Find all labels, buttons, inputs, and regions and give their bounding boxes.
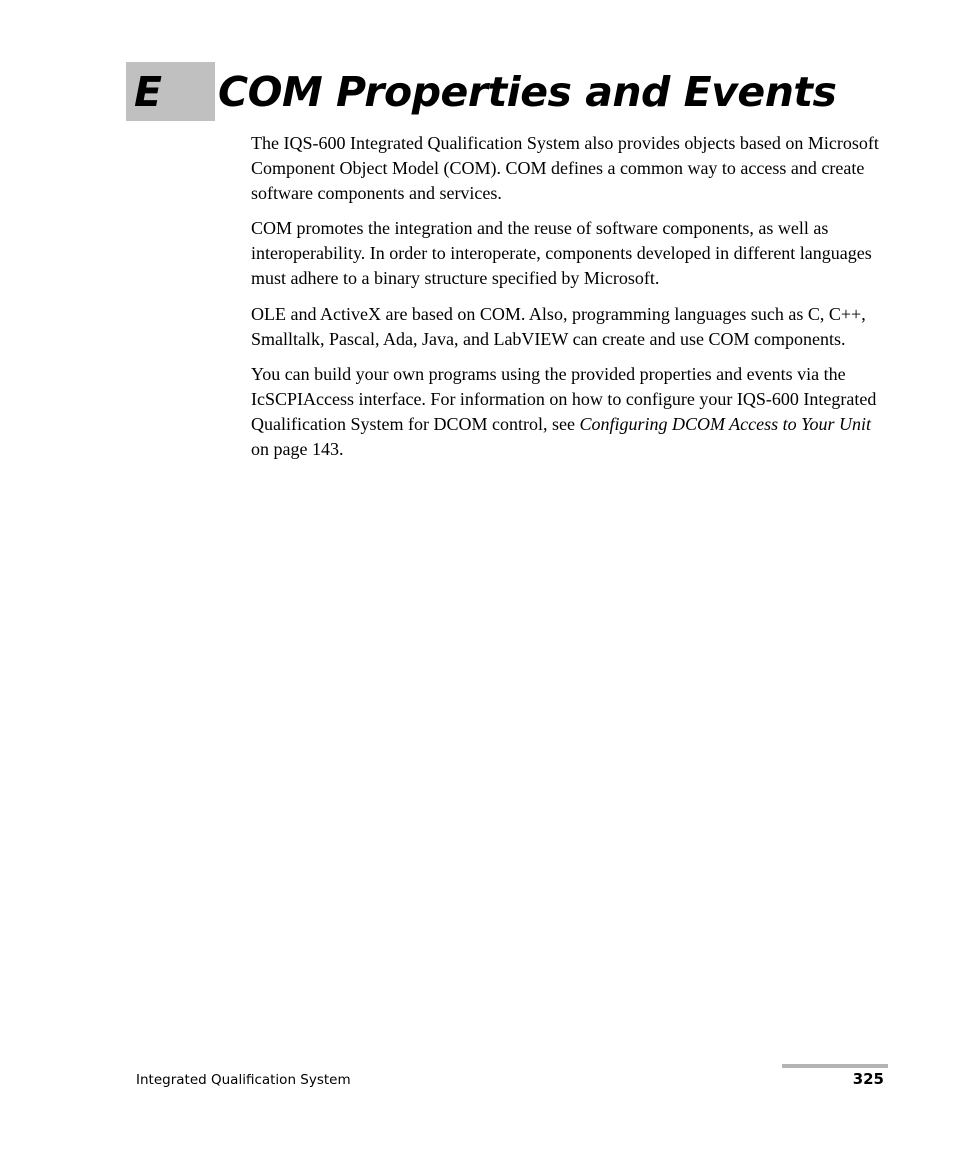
paragraph-text: You can build your own programs using the provided properties and events via the IcSCPIAccess interface. For information on how to configure your IQS-600 Integrated Qualification System for DCOM control, see [251, 364, 877, 434]
footer-rule [782, 1064, 888, 1068]
configuring-dcom-link[interactable]: Configuring DCOM Access to Your Unit [579, 413, 871, 434]
paragraph-build-programs [251, 362, 891, 461]
footer-product-name: Integrated Qualification System [136, 1072, 351, 1088]
body-text [251, 131, 891, 473]
paragraph-text-end: on page 143. [251, 438, 344, 459]
chapter-letter: E [134, 68, 163, 116]
paragraph-com-intro: The IQS-600 Integrated Qualification System also provides objects based on Microsoft Component Object Model (COM). COM defines a common way to access and create software components and services. [251, 133, 879, 203]
page-number: 325 [852, 1070, 884, 1088]
paragraph-ole-activex: OLE and ActiveX are based on COM. Also, programming languages such as C, C++, Smalltalk, Pascal, Ada, Java, and LabVIEW can create and use COM components. [251, 303, 866, 349]
chapter-title: COM Properties and Events [218, 68, 837, 116]
paragraph-com-integration: COM promotes the integration and the reuse of software components, as well as interoperability. In order to interoperate, components developed in different languages must adhere to a binary structure specified by Microsoft. [251, 218, 872, 288]
